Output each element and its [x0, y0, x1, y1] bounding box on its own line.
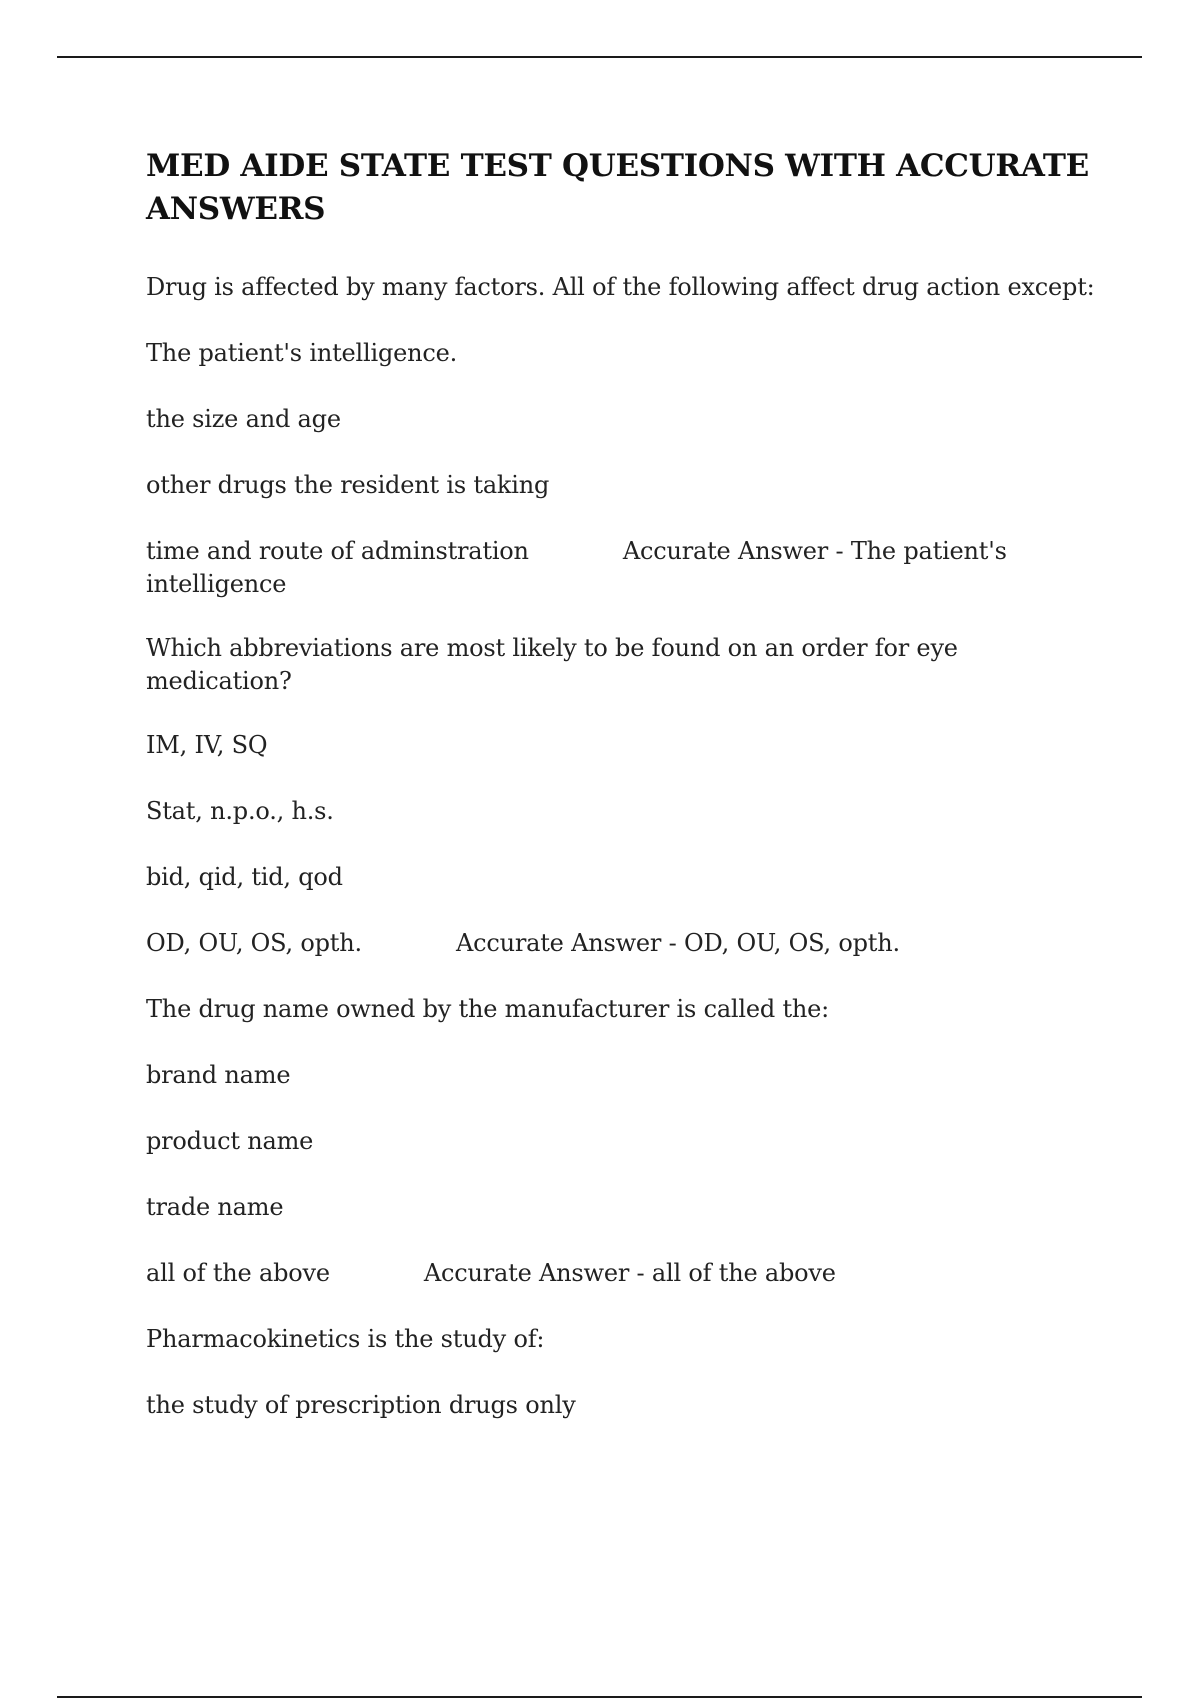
- accurate-answer: Accurate Answer - all of the above: [423, 1259, 836, 1287]
- answer-option: all of the above: [146, 1259, 330, 1287]
- answer-option: time and route of adminstration: [146, 537, 529, 565]
- footer-rule: [57, 1696, 1142, 1698]
- accurate-answer: Accurate Answer - The patient's intelligence: [146, 537, 1007, 598]
- document-title: MED AIDE STATE TEST QUESTIONS WITH ACCURATE ANSWERS: [146, 148, 1089, 227]
- question-text: Drug is affected by many factors. All of the following affect drug action except:: [146, 273, 1095, 301]
- answer-option-with-key: [146, 1257, 1106, 1290]
- answer-option: the study of prescription drugs only: [146, 1391, 576, 1419]
- answer-option: bid, qid, tid, qod: [146, 863, 343, 891]
- answer-option-with-key: [146, 535, 1106, 601]
- answer-option: product name: [146, 1127, 314, 1155]
- answer-option: trade name: [146, 1193, 284, 1221]
- header-rule: [57, 56, 1142, 58]
- question-text: The drug name owned by the manufacturer is called the:: [146, 995, 830, 1023]
- document-body: [146, 145, 1106, 1455]
- accurate-answer: Accurate Answer - OD, OU, OS, opth.: [455, 929, 900, 957]
- question-list: [146, 271, 1106, 1422]
- question-text: Pharmacokinetics is the study of:: [146, 1325, 545, 1353]
- answer-option: The patient's intelligence.: [146, 339, 458, 367]
- answer-option: Stat, n.p.o., h.s.: [146, 797, 334, 825]
- answer-option: the size and age: [146, 405, 341, 433]
- answer-option: brand name: [146, 1061, 291, 1089]
- answer-option-with-key: [146, 927, 1106, 960]
- answer-option: OD, OU, OS, opth.: [146, 929, 362, 957]
- answer-option: other drugs the resident is taking: [146, 471, 550, 499]
- question-text: Which abbreviations are most likely to be found on an order for eye medication?: [146, 634, 958, 695]
- answer-option: IM, IV, SQ: [146, 731, 268, 759]
